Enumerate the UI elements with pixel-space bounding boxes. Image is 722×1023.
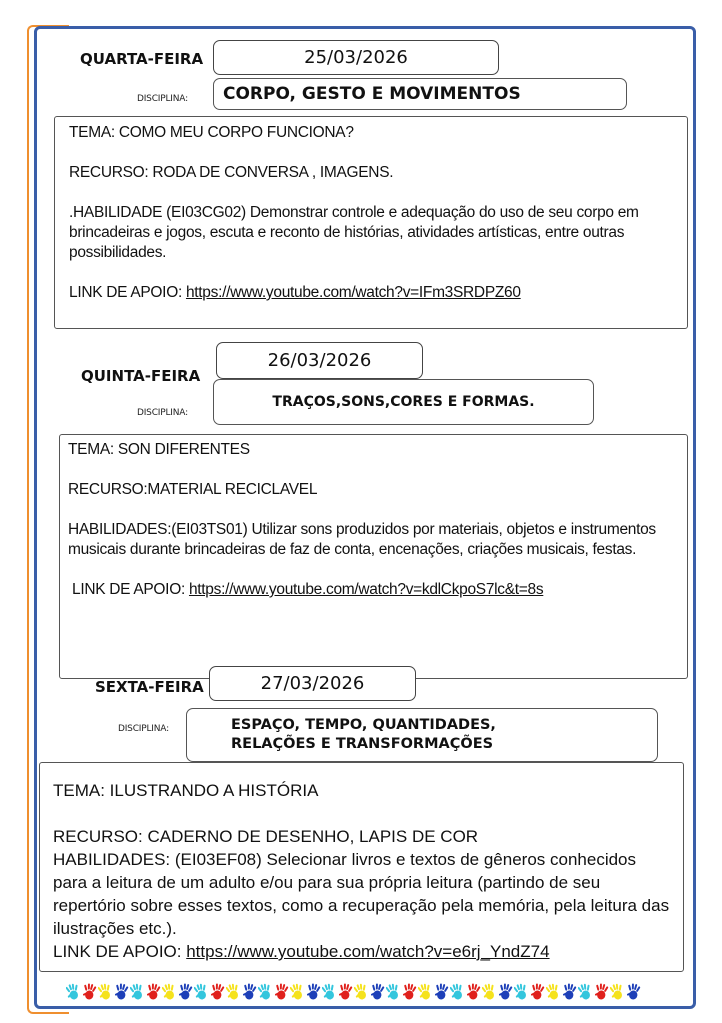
weekday-label: SEXTA-FEIRA <box>95 678 204 696</box>
date-field: 26/03/2026 <box>216 342 423 379</box>
recurso-text: RECURSO:MATERIAL RECICLAVEL <box>68 481 318 498</box>
hand-print-icon <box>258 981 273 1003</box>
discipline-line-2: RELAÇÕES E TRANSFORMAÇÕES <box>231 736 494 752</box>
tema-text: TEMA: SON DIFERENTES <box>68 441 250 458</box>
hand-print-icon <box>210 981 225 1003</box>
support-link[interactable]: https://www.youtube.com/watch?v=IFm3SRDPZ60 <box>185 284 521 301</box>
hand-print-icon <box>322 981 337 1003</box>
link-label: LINK DE APOIO: <box>69 284 186 301</box>
hand-print-icon <box>594 981 609 1003</box>
hand-print-icon <box>306 981 321 1003</box>
link-label: LINK DE APOIO: <box>53 942 187 961</box>
hand-print-icon <box>162 981 177 1003</box>
hand-print-icon <box>66 981 81 1003</box>
hand-print-icon <box>546 981 561 1003</box>
hand-print-icon <box>562 981 577 1003</box>
hand-print-icon <box>146 981 161 1003</box>
hand-print-icon <box>386 981 401 1003</box>
discipline-label: DISCIPLINA: <box>137 408 188 418</box>
discipline-field <box>186 708 658 762</box>
hand-print-icon <box>530 981 545 1003</box>
support-link[interactable]: https://www.youtube.com/watch?v=e6rj_YndZ74 <box>186 942 550 961</box>
hand-print-icon <box>482 981 497 1003</box>
hand-print-icon <box>82 981 97 1003</box>
support-link-row <box>53 940 670 963</box>
date-field: 25/03/2026 <box>213 40 499 75</box>
habilidade-text: HABILIDADES:(EI03TS01) Utilizar sons produzidos por materiais, objetos e instrumentos musicais durante brincadeiras de faz de conta, encenações, criações musicais, festas. <box>68 521 656 558</box>
discipline-label: DISCIPLINA: <box>118 724 169 734</box>
hand-print-icon <box>178 981 193 1003</box>
habilidade-text: .HABILIDADE (EI03CG02) Demonstrar controle e adequação do uso de seu corpo em brincadeiras e jogos, escuta e reconto de histórias, atividades artísticas, entre outras possibilidades. <box>69 204 639 261</box>
discipline-label: DISCIPLINA: <box>137 94 188 104</box>
discipline-field: TRAÇOS,SONS,CORES E FORMAS. <box>213 379 594 425</box>
hand-print-icon <box>450 981 465 1003</box>
hand-print-icon <box>354 981 369 1003</box>
lesson-content-box <box>39 762 684 972</box>
habilidade-text: HABILIDADES: (EI03EF08) Selecionar livros e textos de gêneros conhecidos para a leitura de um adulto e/ou para sua própria leitura (partindo de seu repertório sobre esses textos, como a recuperação pela memória, pela leitura das ilustrações etc.). <box>53 850 670 938</box>
hand-print-icon <box>130 981 145 1003</box>
hand-print-icon <box>370 981 385 1003</box>
hand-print-icon <box>114 981 129 1003</box>
weekday-label: QUINTA-FEIRA <box>81 367 201 385</box>
discipline-line-1: ESPAÇO, TEMPO, QUANTIDADES, <box>231 717 496 733</box>
hand-print-icon <box>194 981 209 1003</box>
weekday-label: QUARTA-FEIRA <box>80 50 204 68</box>
hand-print-icon <box>466 981 481 1003</box>
hand-print-icon <box>418 981 433 1003</box>
lesson-content-box <box>54 116 688 329</box>
hand-print-icon <box>98 981 113 1003</box>
hand-print-icon <box>274 981 289 1003</box>
hand-print-icon <box>338 981 353 1003</box>
support-link-row <box>69 283 673 303</box>
hand-print-icon <box>498 981 513 1003</box>
hand-print-icon <box>610 981 625 1003</box>
tema-text: TEMA: COMO MEU CORPO FUNCIONA? <box>69 124 354 141</box>
hand-print-icon <box>242 981 257 1003</box>
hand-print-icon <box>402 981 417 1003</box>
hand-print-icon <box>290 981 305 1003</box>
decorative-hands-border <box>66 981 666 1005</box>
hand-print-icon <box>226 981 241 1003</box>
support-link[interactable]: https://www.youtube.com/watch?v=kdlCkpoS7lc&t=8s <box>188 581 544 598</box>
recurso-text: RECURSO: RODA DE CONVERSA , IMAGENS. <box>69 164 394 181</box>
link-label: LINK DE APOIO: <box>72 581 189 598</box>
support-link-row <box>68 580 679 600</box>
hand-print-icon <box>578 981 593 1003</box>
recurso-text: RECURSO: CADERNO DE DESENHO, LAPIS DE COR <box>53 827 479 846</box>
hand-print-icon <box>626 981 641 1003</box>
tema-text: TEMA: ILUSTRANDO A HISTÓRIA <box>53 781 319 800</box>
hand-print-icon <box>514 981 529 1003</box>
discipline-field: CORPO, GESTO E MOVIMENTOS <box>213 78 627 110</box>
date-field: 27/03/2026 <box>209 666 416 701</box>
hand-print-icon <box>434 981 449 1003</box>
lesson-content-box <box>59 434 688 679</box>
